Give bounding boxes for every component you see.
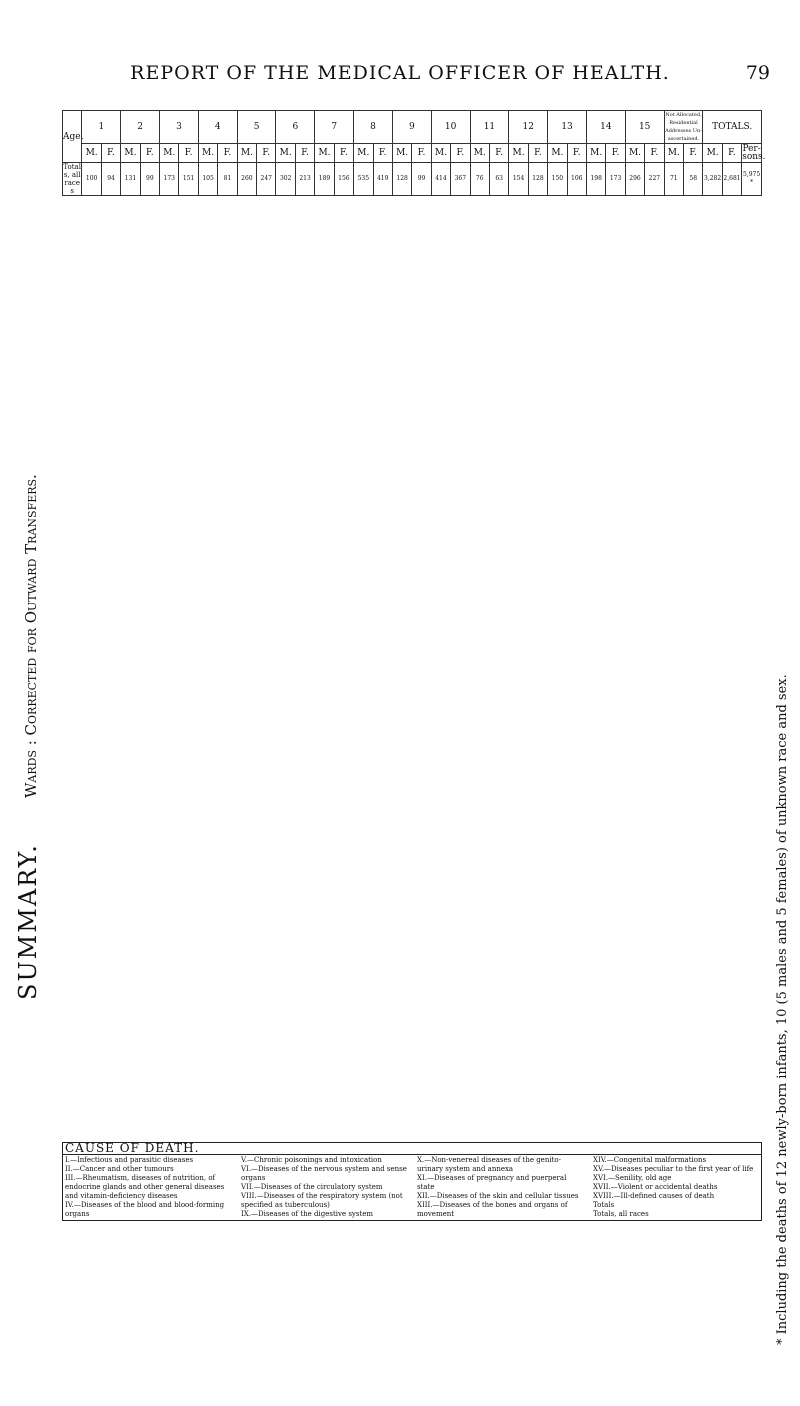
totals-subheader-1: F.	[722, 144, 741, 163]
subheader-8-0: M.	[354, 144, 373, 163]
column-header-4: 4	[198, 111, 237, 144]
totals-cell-29: 227	[645, 163, 664, 196]
column-header-8: 8	[354, 111, 393, 144]
summary-title: SUMMARY.	[14, 843, 42, 1000]
cause-list	[65, 1156, 759, 1219]
totals-cell-11: 213	[295, 163, 314, 196]
totals-cell-22: 154	[509, 163, 528, 196]
column-header-14: 14	[586, 111, 625, 144]
subheader-6-1: F.	[295, 144, 314, 163]
summary-subtitle: Wards : Corrected for Outward Transfers.	[22, 474, 40, 799]
mortality-table	[62, 110, 766, 1138]
cause-item-5: VI.—Diseases of the nervous system and sense organs	[241, 1165, 407, 1182]
subheader-2-0: M.	[121, 144, 140, 163]
footnote: * Including the deaths of 12 newly-born infants, 10 (5 males and 5 females) of unknown race and sex.	[775, 674, 790, 1345]
totals-subheader-2: Per-sons.	[742, 144, 766, 162]
totals-cell-30: 71	[664, 163, 683, 196]
subheader-7-1: F.	[334, 144, 353, 163]
page-header	[30, 62, 770, 92]
subheader-16-0: M.	[664, 144, 683, 163]
totals-cell-15: 419	[373, 163, 392, 196]
subheader-4-1: F.	[218, 144, 237, 163]
totals-cell-10: 302	[276, 163, 295, 196]
subheader-6-0: M.	[276, 144, 295, 163]
column-header-3: 3	[160, 111, 199, 144]
subheader-11-1: F.	[489, 144, 508, 163]
subheader-3-1: F.	[179, 144, 198, 163]
totals-cell-20: 76	[470, 163, 489, 196]
totals-cell-6: 105	[198, 163, 217, 196]
column-header-16: Not Allocated, Residential Addresses Un-ascertained.	[665, 112, 702, 142]
subheader-10-0: M.	[431, 144, 450, 163]
subheader-8-1: F.	[373, 144, 392, 163]
column-header-2: 2	[121, 111, 160, 144]
totals-cell-19: 367	[451, 163, 470, 196]
cause-item-0: I.—Infectious and parasitic diseases	[65, 1156, 194, 1164]
cause-item-16: XVII.—Violent or accidental deaths	[593, 1183, 718, 1191]
totals-cell-32: 3,282	[703, 163, 722, 196]
cause-heading: CAUSE OF DEATH.	[63, 1143, 762, 1155]
subheader-14-0: M.	[586, 144, 605, 163]
subheader-12-1: F.	[528, 144, 547, 163]
totals-cell-23: 128	[528, 163, 547, 196]
totals-cell-12: 189	[315, 163, 334, 196]
totals-cell-2: 131	[121, 163, 140, 196]
totals-cell-7: 81	[218, 163, 237, 196]
subheader-14-1: F.	[606, 144, 625, 163]
totals-cell-27: 173	[606, 163, 625, 196]
subheader-1-1: F.	[101, 144, 120, 163]
totals-row-label: Totals, all races	[63, 163, 81, 195]
cause-table	[62, 1142, 762, 1221]
subheader-row	[63, 144, 762, 163]
cause-item-13: XIV.—Congenital malformations	[593, 1156, 707, 1164]
subheader-4-0: M.	[198, 144, 217, 163]
totals-subheader-0: M.	[703, 144, 722, 163]
ward-grid	[62, 110, 766, 196]
cause-item-1: II.—Cancer and other tumours	[65, 1165, 174, 1173]
totals-cell-31: 58	[684, 163, 703, 196]
cause-item-15: XVI.—Senility, old age	[593, 1174, 672, 1182]
column-header-17: TOTALS.	[703, 111, 762, 144]
totals-cell-17: 99	[412, 163, 431, 196]
cause-item-17: XVIII.—Ill-defined causes of death	[593, 1192, 715, 1200]
cause-item-19: Totals, all races	[593, 1210, 649, 1218]
totals-cell-0: 100	[82, 163, 101, 196]
report-title: REPORT OF THE MEDICAL OFFICER OF HEALTH.	[130, 62, 670, 84]
totals-cell-8: 260	[237, 163, 256, 196]
totals-cell-34: 5,975*	[742, 163, 762, 196]
cause-item-7: VIII.—Diseases of the respiratory system (not specified as tuberculous)	[241, 1192, 403, 1209]
totals-cell-4: 173	[160, 163, 179, 196]
column-header-0: Age.	[63, 111, 82, 163]
subheader-11-0: M.	[470, 144, 489, 163]
totals-cell-33: 2,681	[722, 163, 741, 196]
totals-cell-13: 156	[334, 163, 353, 196]
subheader-13-0: M.	[548, 144, 567, 163]
cause-item-4: V.—Chronic poisonings and intoxication	[241, 1156, 382, 1164]
subheader-3-0: M.	[160, 144, 179, 163]
summary-heading	[14, 120, 42, 1000]
cause-item-8: IX.—Diseases of the digestive system	[241, 1210, 374, 1218]
totals-cell-5: 151	[179, 163, 198, 196]
subheader-15-0: M.	[625, 144, 644, 163]
column-header-11: 11	[470, 111, 509, 144]
totals-cell-28: 296	[625, 163, 644, 196]
column-header-10: 10	[431, 111, 470, 144]
column-header-6: 6	[276, 111, 315, 144]
cause-item-9: X.—Non-venereal diseases of the genito-urinary system and annexa	[417, 1156, 561, 1173]
subheader-16-1: F.	[684, 144, 703, 163]
subheader-13-1: F.	[567, 144, 586, 163]
column-header-9: 9	[392, 111, 431, 144]
subheader-12-0: M.	[509, 144, 528, 163]
subheader-7-0: M.	[315, 144, 334, 163]
cause-item-2: III.—Rheumatism, diseases of nutrition, of endocrine glands and other general diseases and vitamin-deficiency diseases	[65, 1174, 225, 1200]
totals-row	[63, 163, 762, 196]
column-header-1: 1	[82, 111, 121, 144]
subheader-9-0: M.	[392, 144, 411, 163]
subheader-10-1: F.	[451, 144, 470, 163]
column-header-13: 13	[548, 111, 587, 144]
totals-cell-24: 150	[548, 163, 567, 196]
subheader-5-1: F.	[257, 144, 276, 163]
subheader-1-0: M.	[82, 144, 101, 163]
cause-item-11: XII.—Diseases of the skin and cellular tissues	[417, 1192, 579, 1200]
column-header-row	[63, 111, 762, 144]
totals-cell-14: 535	[354, 163, 373, 196]
cause-item-3: IV.—Diseases of the blood and blood-forming organs	[65, 1201, 225, 1218]
totals-cell-18: 414	[431, 163, 450, 196]
totals-cell-26: 198	[586, 163, 605, 196]
subheader-2-1: F.	[140, 144, 159, 163]
subheader-15-1: F.	[645, 144, 664, 163]
column-header-7: 7	[315, 111, 354, 144]
column-header-5: 5	[237, 111, 276, 144]
page-number: 79	[745, 62, 770, 84]
cause-item-18: Totals	[593, 1201, 615, 1209]
totals-cell-16: 128	[392, 163, 411, 196]
column-header-15: 15	[625, 111, 664, 144]
totals-cell-9: 247	[257, 163, 276, 196]
totals-cell-1: 94	[101, 163, 120, 196]
subheader-9-1: F.	[412, 144, 431, 163]
totals-cell-25: 106	[567, 163, 586, 196]
subheader-5-0: M.	[237, 144, 256, 163]
cause-item-6: VII.—Diseases of the circulatory system	[241, 1183, 383, 1191]
totals-cell-3: 99	[140, 163, 159, 196]
cause-item-10: XI.—Diseases of pregnancy and puerperal state	[417, 1174, 567, 1191]
cause-item-14: XV.—Diseases peculiar to the first year of life	[593, 1165, 754, 1173]
column-header-12: 12	[509, 111, 548, 144]
grid-body	[63, 163, 762, 196]
totals-cell-21: 63	[489, 163, 508, 196]
cause-item-12: XIII.—Diseases of the bones and organs of movement	[417, 1201, 568, 1218]
